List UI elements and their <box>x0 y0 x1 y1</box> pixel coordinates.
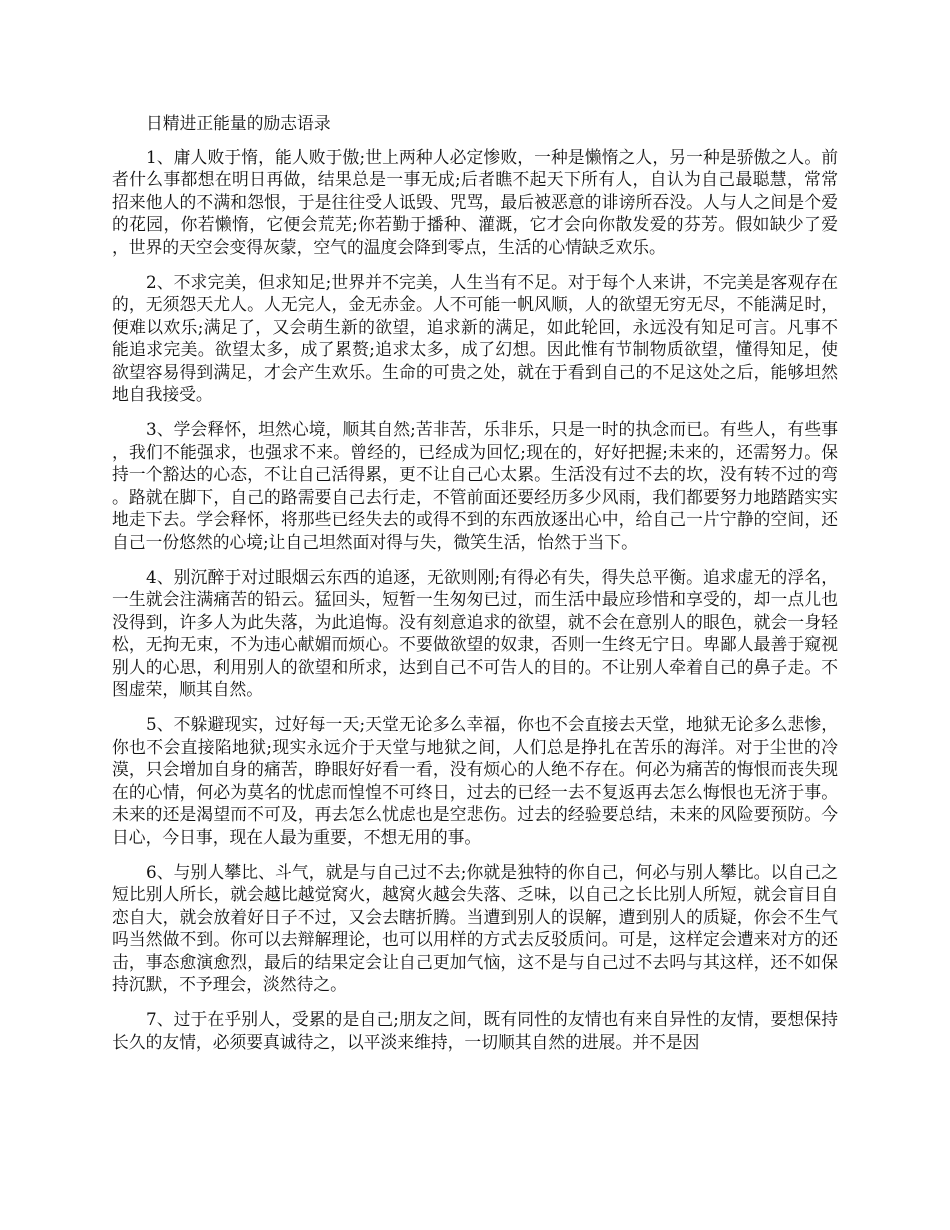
document-page <box>112 112 838 1066</box>
paragraph-4: 4、别沉醉于对过眼烟云东西的追逐，无欲则刚;有得必有失，得失总平衡。追求虚无的浮名，一生就会注满痛苦的铅云。猛回头，短暂一生匆匆已过，而生活中最应珍惜和享受的，却一点儿也没得到，许多人为此失落，为此追悔。没有刻意追求的欲望，就不会在意别人的眼色，就会一身轻松，无拘无束，不为违心献媚而烦心。不要做欲望的奴隶，否则一生终无宁日。卑鄙人最善于窥视别人的心思，利用别人的欲望和所求，达到自己不可告人的目的。不让别人牵着自己的鼻子走。不图虚荣，顺其自然。 <box>112 566 838 699</box>
paragraph-2: 2、不求完美，但求知足;世界并不完美，人生当有不足。对于每个人来讲，不完美是客观存在的，无须怨天尤人。人无完人，金无赤金。人不可能一帆风顺，人的欲望无穷无尽，不能满足时，便难以欢乐;满足了，又会萌生新的欲望，追求新的满足，如此轮回，永远没有知足可言。凡事不能追求完美。欲望太多，成了累赘;追求太多，成了幻想。因此惟有节制物质欲望，懂得知足，使欲望容易得到满足，才会产生欢乐。生命的可贵之处，就在于看到自己的不足这处之后，能够坦然地自我接受。 <box>112 271 838 404</box>
paragraph-1: 1、庸人败于惰，能人败于傲;世上两种人必定惨败，一种是懒惰之人，另一种是骄傲之人。前者什么事都想在明日再做，结果总是一事无成;后者瞧不起天下所有人，自认为自己最聪慧，常常招来他人的不满和怨恨，于是往往受人诋毁、咒骂，最后被恶意的诽谤所吞没。人与人之间是个爱的花园，你若懒惰，它便会荒芜;你若勤于播种、灌溉，它才会向你散发爱的芬芳。假如缺少了爱，世界的天空会变得灰蒙，空气的温度会降到零点，生活的心情缺乏欢乐。 <box>112 146 838 257</box>
document-title: 日精进正能量的励志语录 <box>146 113 331 133</box>
paragraph-5: 5、不躲避现实，过好每一天;天堂无论多么幸福，你也不会直接去天堂，地狱无论多么悲惨，你也不会直接陷地狱;现实永远介于天堂与地狱之间，人们总是挣扎在苦乐的海洋。对于尘世的冷漠，只会增加自身的痛苦，睁眼好好看一看，没有烦心的人绝不存在。何必为痛苦的悔恨而丧失现在的心情，何必为莫名的忧虑而惶惶不可终日，过去的已经一去不复返再去怎么悔恨也无济于事。未来的还是渴望而不可及，再去怎么忧虑也是空悲伤。过去的经验要总结，未来的风险要预防。今日心，今日事，现在人最为重要，不想无用的事。 <box>112 714 838 847</box>
paragraph-3: 3、学会释怀，坦然心境，顺其自然;苦非苦，乐非乐，只是一时的执念而已。有些人，有些事，我们不能强求，也强求不来。曾经的，已经成为回忆;现在的，好好把握;未来的，还需努力。保持一个豁达的心态，不让自己活得累，更不让自己心太累。生活没有过不去的坎，没有转不过的弯。路就在脚下，自己的路需要自己去行走，不管前面还要经历多少风雨，我们都要努力地踏踏实实地走下去。学会释怀，将那些已经失去的或得不到的东西放逐出心中，给自己一片宁静的空间，还自己一份悠然的心境;让自己坦然面对得与失，微笑生活，怡然于当下。 <box>112 419 838 552</box>
paragraph-7: 7、过于在乎别人，受累的是自己;朋友之间，既有同性的友情也有来自异性的友情，要想保持长久的友情，必须要真诚待之，以平淡来维持，一切顺其自然的进展。并不是因 <box>112 1009 838 1052</box>
paragraph-6: 6、与别人攀比、斗气，就是与自己过不去;你就是独特的你自己，何必与别人攀比。以自己之短比别人所长，就会越比越觉窝火，越窝火越会失落、乏味，以自己之长比别人所短，就会盲目自恋自大，就会放着好日子不过，又会去瞎折腾。当遭到别人的误解，遭到别人的质疑，你会不生气吗当然做不到。你可以去辩解理论，也可以用样的方式去反驳质问。可是，这样定会遭来对方的还击，事态愈演愈烈，最后的结果定会让自己更加气恼，这不是与自己过不去吗与其这样，还不如保持沉默，不予理会，淡然待之。 <box>112 861 838 994</box>
